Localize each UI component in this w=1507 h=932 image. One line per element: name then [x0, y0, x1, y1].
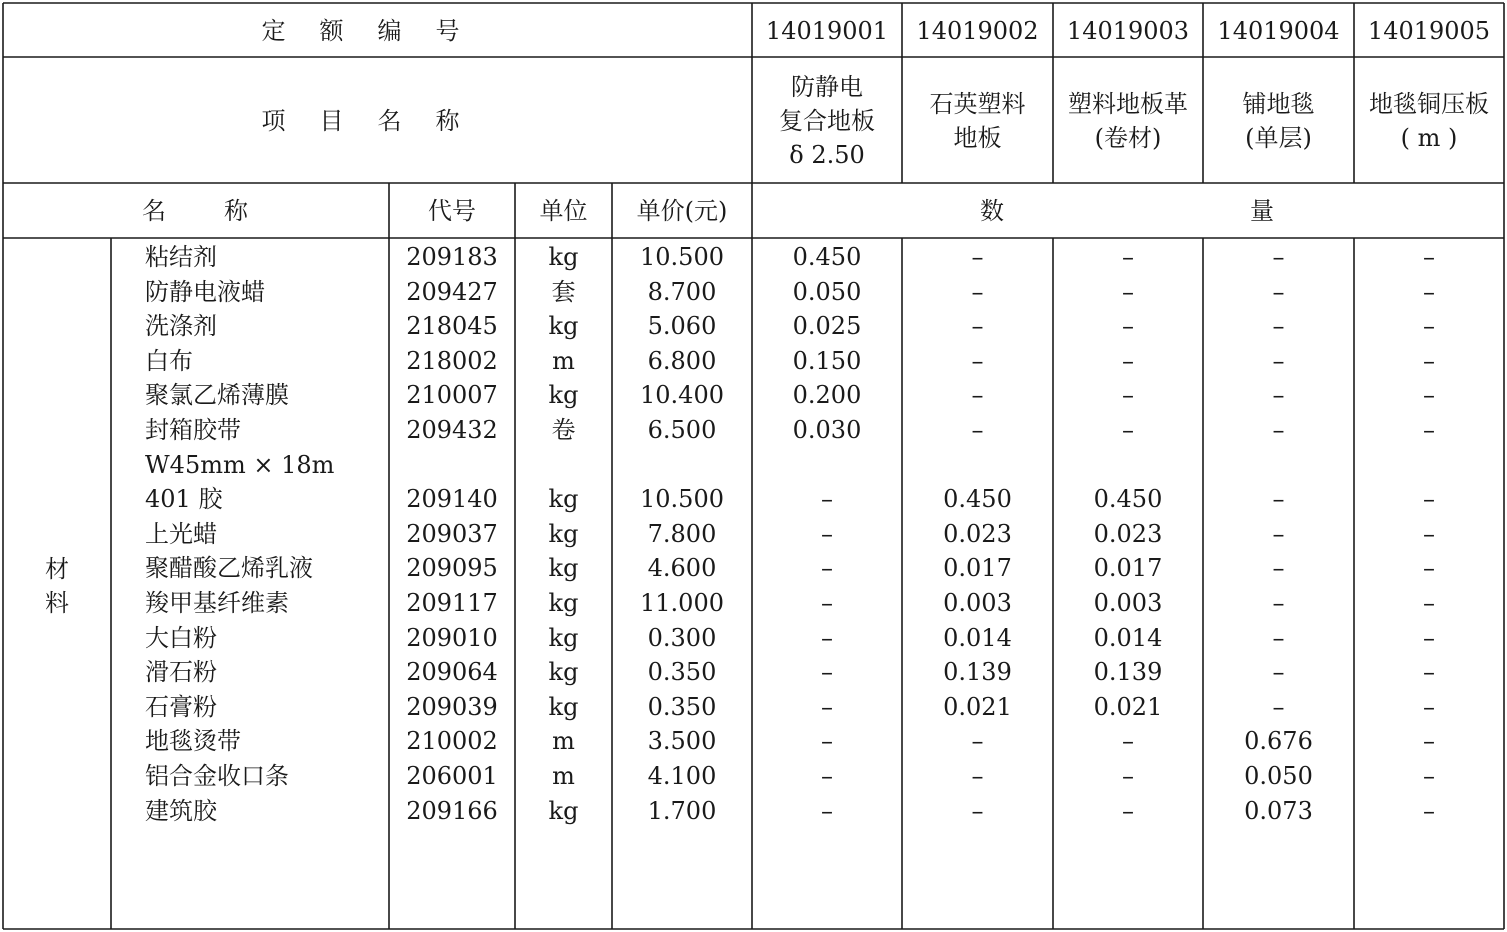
material-name: 大白粉	[145, 623, 217, 652]
material-code: 209183	[406, 243, 498, 271]
material-unit: kg	[548, 554, 579, 583]
quantity-14019005: –	[1423, 346, 1435, 375]
quantity-14019003: 0.017	[1093, 554, 1163, 583]
quantity-14019002: 0.014	[943, 623, 1012, 652]
material-name: 上光蜡	[145, 519, 217, 548]
material-code: 209166	[406, 796, 498, 825]
column-name-1: 防静电 复合地板 δ 2.50	[779, 73, 875, 169]
quantity-14019005: –	[1423, 692, 1435, 721]
quantity-14019002: –	[971, 416, 984, 444]
quantity-header-left: 数	[980, 197, 1004, 225]
quantity-14019002: –	[971, 277, 984, 306]
quantity-14019002: 0.023	[943, 519, 1012, 548]
quantity-14019001: 0.025	[792, 312, 862, 341]
material-price: 10.500	[640, 485, 724, 514]
material-code: 210002	[406, 727, 498, 756]
material-price: 10.400	[640, 381, 724, 410]
material-code: 209432	[406, 416, 498, 444]
category-label: 材 料	[45, 555, 69, 617]
material-price: 5.060	[647, 312, 717, 341]
material-code: 209010	[406, 623, 498, 652]
material-unit: kg	[548, 623, 579, 652]
quantity-14019002: 0.021	[943, 692, 1012, 721]
material-code: 209095	[406, 554, 498, 583]
quantity-14019003: –	[1122, 796, 1134, 825]
quantity-14019003: 0.139	[1093, 658, 1163, 687]
material-price: 3.500	[647, 727, 717, 756]
material-name: 聚氯乙烯薄膜	[145, 381, 289, 410]
material-name: 粘结剂	[145, 243, 217, 271]
material-code: 209064	[406, 658, 498, 687]
material-name: 地毯烫带	[145, 727, 241, 756]
quantity-14019005: –	[1423, 277, 1435, 306]
quantity-14019001: –	[821, 554, 833, 583]
column-name-3: 塑料地板革 (卷材)	[1068, 90, 1188, 152]
material-unit: kg	[548, 243, 579, 271]
quantity-14019001: –	[821, 796, 833, 825]
quantity-14019001: –	[821, 658, 833, 687]
quantity-14019005: –	[1423, 416, 1435, 444]
quantity-14019004: –	[1272, 485, 1285, 514]
material-name: 羧甲基纤维素	[145, 589, 289, 617]
quantity-14019005: –	[1423, 589, 1435, 617]
material-unit: 卷	[551, 416, 576, 444]
quantity-14019003: 0.003	[1093, 589, 1163, 617]
quantity-14019002: 0.003	[943, 589, 1012, 617]
quantity-14019003: –	[1122, 312, 1134, 341]
quantity-14019003: 0.014	[1093, 623, 1163, 652]
material-name: 洗涤剂	[145, 312, 217, 341]
quantity-14019002: –	[971, 312, 984, 341]
material-price: 11.000	[640, 589, 724, 617]
quantity-14019001: –	[821, 623, 833, 652]
material-price: 0.350	[647, 692, 717, 721]
material-name: 白布	[145, 346, 193, 375]
quantity-14019002: 0.017	[943, 554, 1012, 583]
project-name-label: 项目名称	[261, 107, 494, 135]
quantity-14019004: 0.676	[1244, 727, 1313, 756]
material-name: 石膏粉	[145, 692, 217, 721]
material-unit: m	[552, 346, 575, 375]
quantity-14019002: –	[971, 796, 984, 825]
code-column-header: 代号	[428, 197, 476, 225]
quantity-14019005: –	[1423, 312, 1435, 341]
quantity-14019005: –	[1423, 243, 1435, 271]
material-price: 6.500	[647, 416, 717, 444]
quantity-14019001: 0.200	[792, 381, 862, 410]
quantity-14019003: 0.450	[1093, 485, 1163, 514]
column-id-2: 14019002	[916, 17, 1039, 45]
material-price: 10.500	[640, 243, 724, 271]
material-name: 401 胶	[145, 485, 223, 514]
material-code: 210007	[406, 381, 498, 410]
quantity-14019003: –	[1122, 416, 1134, 444]
material-price: 7.800	[647, 519, 717, 548]
material-price: 0.300	[647, 623, 717, 652]
material-unit: m	[552, 762, 575, 790]
material-name: 建筑胶	[145, 796, 217, 825]
quantity-14019003: –	[1122, 762, 1134, 790]
column-id-1: 14019001	[765, 17, 889, 45]
quantity-14019001: –	[821, 762, 833, 790]
material-unit: kg	[548, 485, 579, 514]
quantity-14019005: –	[1423, 381, 1435, 410]
quantity-14019004: –	[1272, 658, 1285, 687]
quantity-14019004: 0.050	[1244, 762, 1313, 790]
quantity-14019003: –	[1122, 243, 1134, 271]
material-code: 209427	[406, 277, 498, 306]
material-unit: 套	[551, 277, 576, 306]
quantity-14019001: –	[821, 727, 833, 756]
quantity-14019001: –	[821, 485, 833, 514]
quantity-14019001: –	[821, 589, 833, 617]
quantity-14019003: 0.021	[1093, 692, 1163, 721]
material-price: 0.350	[647, 658, 717, 687]
material-price: 4.100	[647, 762, 717, 790]
material-unit: kg	[548, 381, 579, 410]
quantity-14019001: 0.050	[792, 277, 862, 306]
quantity-14019001: 0.030	[792, 416, 862, 444]
quantity-14019003: –	[1122, 727, 1134, 756]
material-unit: kg	[548, 589, 579, 617]
price-column-header: 单价(元)	[636, 197, 728, 225]
quantity-14019004: –	[1272, 623, 1285, 652]
material-code: 206001	[406, 762, 498, 790]
material-price: 6.800	[647, 346, 717, 375]
material-name: 铝合金收口条	[145, 762, 289, 790]
quantity-14019003: –	[1122, 381, 1134, 410]
column-id-4: 14019004	[1217, 17, 1340, 45]
quantity-14019002: –	[971, 762, 984, 790]
material-code: 218002	[406, 346, 498, 375]
material-name: 滑石粉	[145, 658, 217, 687]
quantity-14019002: –	[971, 346, 984, 375]
material-unit: kg	[548, 796, 579, 825]
quantity-14019005: –	[1423, 485, 1435, 514]
unit-column-header: 单位	[539, 197, 588, 225]
column-name-2: 石英塑料 地板	[929, 90, 1026, 152]
quantity-14019002: –	[971, 243, 984, 271]
material-price: 1.700	[647, 796, 717, 825]
quantity-14019004: –	[1272, 692, 1285, 721]
column-id-5: 14019005	[1367, 17, 1491, 45]
quota-number-label: 定额编号	[261, 17, 494, 45]
quantity-14019005: –	[1423, 727, 1435, 756]
material-price: 4.600	[647, 554, 717, 583]
quantity-14019001: 0.150	[792, 346, 862, 375]
material-price: 8.700	[647, 277, 717, 306]
material-name: 防静电液蜡	[145, 277, 265, 306]
material-code: 218045	[406, 312, 498, 341]
material-code: 209140	[406, 485, 498, 514]
quantity-14019005: –	[1423, 796, 1435, 825]
column-name-4: 铺地毯 (单层)	[1242, 90, 1315, 152]
quantity-14019004: –	[1272, 346, 1285, 375]
quantity-14019002: –	[971, 381, 984, 410]
quantity-14019004: –	[1272, 243, 1285, 271]
quantity-14019002: 0.450	[943, 485, 1012, 514]
quantity-14019001: –	[821, 519, 833, 548]
quantity-14019003: –	[1122, 346, 1134, 375]
quantity-14019003: 0.023	[1093, 519, 1163, 548]
quantity-14019003: –	[1122, 277, 1134, 306]
name-column-header: 名称	[142, 197, 306, 225]
quantity-14019001: 0.450	[792, 243, 862, 271]
quantity-header-right: 量	[1250, 197, 1274, 225]
material-name: 封箱胶带	[145, 416, 241, 444]
quantity-14019004: –	[1272, 554, 1285, 583]
quantity-14019004: –	[1272, 312, 1285, 341]
quantity-14019004: –	[1272, 416, 1285, 444]
material-unit: m	[552, 727, 575, 756]
quantity-14019004: –	[1272, 381, 1285, 410]
quantity-14019005: –	[1423, 554, 1435, 583]
column-name-5: 地毯铜压板 ( m )	[1369, 90, 1489, 152]
column-id-3: 14019003	[1066, 17, 1190, 45]
quantity-14019002: 0.139	[943, 658, 1012, 687]
quantity-14019001: –	[821, 692, 833, 721]
material-name: 聚醋酸乙烯乳液	[145, 554, 313, 583]
material-unit: kg	[548, 692, 579, 721]
material-code: 209039	[406, 692, 498, 721]
material-name: W45mm × 18m	[145, 450, 335, 479]
material-unit: kg	[548, 519, 579, 548]
material-code: 209117	[406, 589, 498, 617]
quantity-14019005: –	[1423, 519, 1435, 548]
material-code: 209037	[406, 519, 498, 548]
quantity-14019005: –	[1423, 658, 1435, 687]
material-unit: kg	[548, 658, 579, 687]
quantity-14019004: –	[1272, 277, 1285, 306]
material-unit: kg	[548, 312, 579, 341]
quantity-14019004: –	[1272, 519, 1285, 548]
quantity-14019004: 0.073	[1244, 796, 1313, 825]
quantity-14019005: –	[1423, 623, 1435, 652]
quantity-14019002: –	[971, 727, 984, 756]
quantity-14019004: –	[1272, 589, 1285, 617]
quantity-14019005: –	[1423, 762, 1435, 790]
